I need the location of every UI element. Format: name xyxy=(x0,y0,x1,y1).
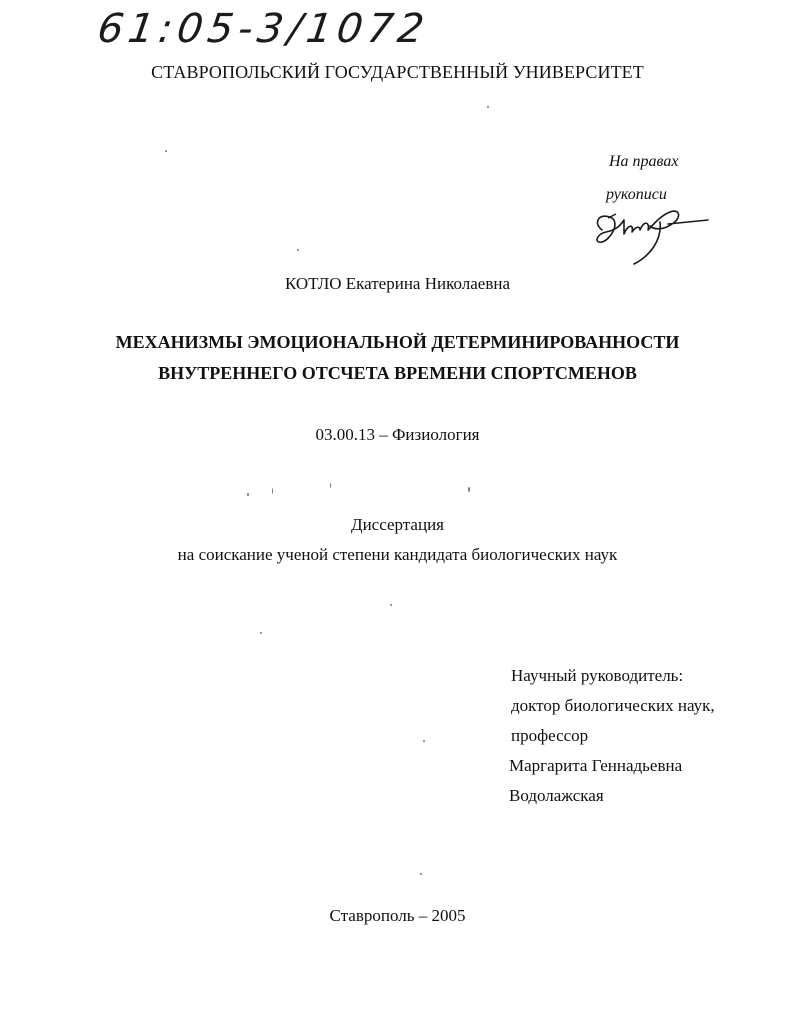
signature-image xyxy=(590,200,710,270)
scan-speck xyxy=(423,740,425,742)
scan-speck xyxy=(420,873,422,875)
university-name: СТАВРОПОЛЬСКИЙ ГОСУДАРСТВЕННЫЙ УНИВЕРСИТЕТ xyxy=(151,62,644,82)
scan-speck xyxy=(330,483,331,488)
scan-speck xyxy=(165,150,167,152)
scan-speck xyxy=(487,106,489,108)
author-name: КОТЛО Екатерина Николаевна xyxy=(284,274,511,293)
city-year: Ставрополь – 2005 xyxy=(329,906,466,925)
manuscript-rights-line-2: рукописи xyxy=(606,186,667,203)
advisor-first-names: Маргарита Геннадьевна xyxy=(509,756,683,775)
dissertation-title-line-1: МЕХАНИЗМЫ ЭМОЦИОНАЛЬНОЙ ДЕТЕРМИНИРОВАННОСТИ xyxy=(115,332,680,352)
scan-speck xyxy=(247,493,249,496)
degree-line: на соискание ученой степени кандидата биологических наук xyxy=(177,545,618,564)
work-type: Диссертация xyxy=(350,515,444,534)
archive-code-handwritten: 61:05-3/1072 xyxy=(94,6,432,52)
scan-speck xyxy=(297,249,299,251)
scan-speck xyxy=(390,604,392,606)
advisor-label: Научный руководитель: xyxy=(511,666,684,685)
scan-speck xyxy=(272,488,273,494)
dissertation-title-line-2: ВНУТРЕННЕГО ОТСЧЕТА ВРЕМЕНИ СПОРТСМЕНОВ xyxy=(158,363,637,383)
scan-speck xyxy=(260,632,262,634)
specialty-code: 03.00.13 – Физиология xyxy=(315,425,480,444)
manuscript-rights-line-1: На правах xyxy=(609,153,679,170)
scan-speck xyxy=(468,487,470,492)
advisor-rank: профессор xyxy=(511,726,589,745)
advisor-degree: доктор биологических наук, xyxy=(511,696,715,715)
advisor-surname: Водолажская xyxy=(509,786,604,805)
